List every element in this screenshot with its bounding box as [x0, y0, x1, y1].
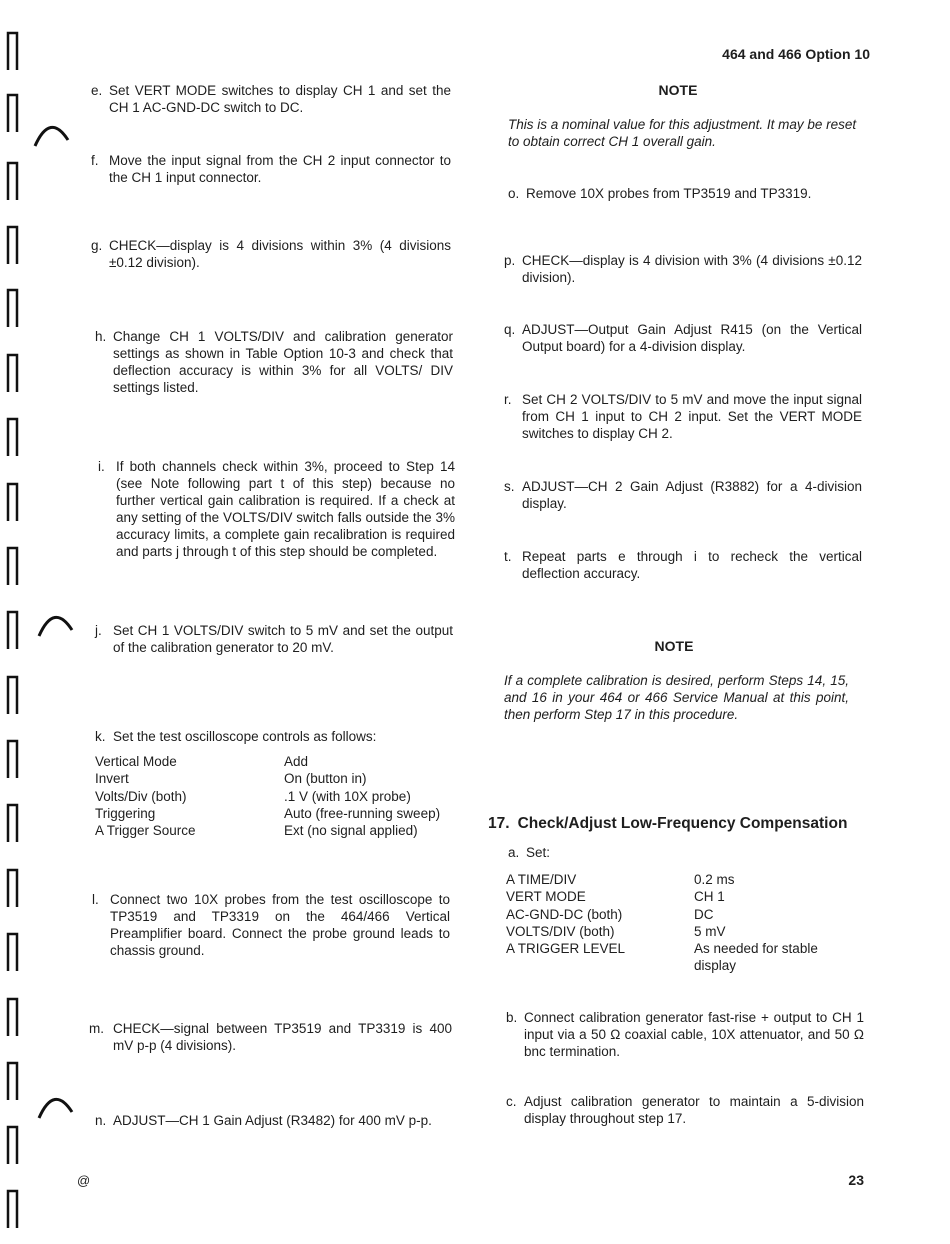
- step-text: Set:: [526, 845, 551, 860]
- control-cell: VOLTS/DIV (both): [506, 923, 615, 939]
- step-text: CHECK—display is 4 division with 3% (4 divisions ±0.12 division).: [522, 253, 862, 285]
- step-n: [95, 1112, 465, 1129]
- step-label: o.: [508, 186, 520, 201]
- setting-cell: Auto (free-running sweep): [284, 805, 441, 821]
- step-c: [506, 1093, 864, 1127]
- setting-cell: CH 1: [694, 889, 725, 905]
- step-text: Change CH 1 VOLTS/DIV and calibration generator settings as shown in Table Option 10-3 and check that deflection accuracy is within 3% for all VOLTS/ DIV settings listed.: [113, 329, 453, 395]
- control-cell: A TRIGGER LEVEL: [506, 941, 626, 957]
- table-row: [506, 871, 844, 888]
- control-cell: A Trigger Source: [95, 823, 196, 839]
- step-text: CHECK—signal between TP3519 and TP3319 is 400 mV p-p (4 divisions).: [113, 1021, 452, 1053]
- step-text: Adjust calibration generator to maintain a 5-division display throughout step 17.: [524, 1094, 864, 1126]
- step-m: [89, 1020, 452, 1054]
- step-k: [95, 728, 453, 745]
- setting-cell: Ext (no signal applied): [284, 823, 418, 839]
- step-label: l.: [92, 892, 99, 907]
- step-text: ADJUST—Output Gain Adjust R415 (on the Vertical Output board) for a 4-division display.: [522, 322, 862, 354]
- step-label: j.: [95, 623, 102, 638]
- control-cell: Volts/Div (both): [95, 788, 187, 804]
- setting-cell: Add: [284, 754, 309, 769]
- binder-hole-mark: [6, 738, 28, 778]
- step-i: [98, 458, 455, 560]
- binder-hole-mark: [6, 1188, 28, 1228]
- table-row: [95, 788, 440, 805]
- binder-hole-mark: [6, 802, 28, 842]
- setting-cell: On (button in): [284, 771, 367, 787]
- setting-cell: .1 V (with 10X probe): [284, 788, 411, 804]
- binder-hole-mark: [6, 931, 28, 971]
- table-row: [95, 753, 440, 770]
- control-cell: Vertical Mode: [95, 754, 177, 769]
- step-label: n.: [95, 1113, 107, 1128]
- step-e: [91, 82, 451, 116]
- step-text: If both channels check within 3%, proceed to Step 14 (see Note following part t of this step) because no further vertical gain calibration is required. If a check at any setting of the VOLTS/DIV switch falls outside the 3% accuracy limits, a complete gain recalibration is required and parts j through t of this step should be completed.: [116, 459, 455, 559]
- step-label: k.: [95, 729, 106, 744]
- footer-symbol: @: [77, 1173, 91, 1188]
- binder-ring-mark: [36, 1090, 76, 1124]
- table-row: [95, 770, 440, 787]
- binder-hole-mark: [6, 224, 28, 264]
- binder-hole-mark: [6, 609, 28, 649]
- step-label: c.: [506, 1094, 517, 1109]
- step-label: g.: [91, 238, 103, 253]
- binder-hole-mark: [6, 867, 28, 907]
- binder-hole-mark: [6, 1124, 28, 1164]
- table-row: [506, 923, 844, 940]
- section-heading: [488, 815, 888, 832]
- step-h: [95, 328, 453, 396]
- step-r: [504, 391, 862, 442]
- section-title-text: Check/Adjust Low-Frequency Compensation: [517, 815, 848, 832]
- control-cell: A TIME/DIV: [506, 872, 577, 887]
- step-a: [508, 844, 808, 861]
- binder-hole-mark: [6, 545, 28, 585]
- step-label: s.: [504, 479, 515, 494]
- table-row: [506, 888, 844, 905]
- binder-ring-mark: [36, 608, 76, 642]
- binder-ring-mark: [32, 118, 72, 152]
- step-label: i.: [98, 459, 105, 474]
- note-body: This is a nominal value for this adjustment. It may be reset to obtain correct CH 1 overall gain.: [508, 117, 857, 149]
- setting-cell: As needed for stable display: [694, 941, 818, 974]
- step-text: Set the test oscilloscope controls as follows:: [113, 729, 377, 744]
- step-label: p.: [504, 253, 516, 268]
- binder-hole-mark: [6, 416, 28, 456]
- step-q: [504, 321, 862, 355]
- step-o: [508, 185, 866, 202]
- step-l: [92, 891, 450, 959]
- step-text: Set CH 1 VOLTS/DIV switch to 5 mV and set the output of the calibration generator to 20 mV.: [113, 623, 453, 655]
- step-t: [504, 548, 862, 582]
- page-header-title: 464 and 466 Option 10: [722, 46, 870, 62]
- step-text: CHECK—display is 4 divisions within 3% (4 divisions ±0.12 division).: [109, 238, 451, 270]
- binder-hole-mark: [6, 160, 28, 200]
- scope-settings-table: [95, 753, 440, 839]
- control-cell: Invert: [95, 771, 129, 787]
- step-label: f.: [91, 153, 99, 168]
- binder-hole-mark: [6, 1060, 28, 1100]
- setting-cell: 5 mV: [694, 923, 726, 939]
- step-p: [504, 252, 862, 286]
- section-number: 17.: [488, 815, 510, 832]
- step-j: [95, 622, 453, 656]
- page-number: 23: [848, 1172, 864, 1188]
- binder-hole-mark: [6, 352, 28, 392]
- binder-hole-mark: [6, 674, 28, 714]
- step-text: ADJUST—CH 2 Gain Adjust (R3882) for a 4-division display.: [522, 479, 862, 511]
- table-row: [95, 805, 440, 822]
- setting-cell: 0.2 ms: [694, 872, 735, 887]
- step-text: Connect calibration generator fast-rise + output to CH 1 input via a 50 Ω coaxial cable, 10X attenuator, and 50 Ω bnc termination.: [524, 1010, 864, 1059]
- binder-hole-mark: [6, 92, 28, 132]
- step-label: a.: [508, 845, 520, 860]
- step-text: ADJUST—CH 1 Gain Adjust (R3482) for 400 mV p-p.: [113, 1113, 432, 1128]
- step-text: Set CH 2 VOLTS/DIV to 5 mV and move the input signal from CH 1 input to CH 2 input. Set the VERT MODE switches to display CH 2.: [522, 392, 862, 441]
- step-b: [506, 1009, 864, 1060]
- step-s: [504, 478, 862, 512]
- control-cell: VERT MODE: [506, 889, 586, 905]
- binder-hole-mark: [6, 481, 28, 521]
- step-label: t.: [504, 549, 512, 564]
- binder-hole-mark: [6, 30, 28, 70]
- step-text: Remove 10X probes from TP3519 and TP3319.: [526, 186, 812, 201]
- step-text: Repeat parts e through i to recheck the vertical deflection accuracy.: [522, 549, 862, 581]
- step-label: h.: [95, 329, 107, 344]
- step-g: [91, 237, 451, 271]
- section-settings-table: [506, 871, 844, 975]
- step-text: Set VERT MODE switches to display CH 1 and set the CH 1 AC-GND-DC switch to DC.: [109, 83, 451, 115]
- binder-hole-mark: [6, 287, 28, 327]
- note-body: If a complete calibration is desired, perform Steps 14, 15, and 16 in your 464 or 466 Service Manual at this point, then perform Step 17 in this procedure.: [504, 673, 849, 722]
- table-row: [506, 940, 844, 975]
- setting-cell: DC: [694, 906, 714, 922]
- step-label: r.: [504, 392, 512, 407]
- step-label: q.: [504, 322, 516, 337]
- note-title: NOTE: [654, 638, 694, 654]
- step-label: m.: [89, 1021, 104, 1036]
- binder-hole-mark: [6, 996, 28, 1036]
- table-row: [506, 906, 844, 923]
- table-row: [95, 822, 440, 839]
- control-cell: AC-GND-DC (both): [506, 906, 623, 922]
- note-title: NOTE: [658, 82, 698, 98]
- step-label: b.: [506, 1010, 518, 1025]
- control-cell: Triggering: [95, 805, 156, 821]
- step-f: [91, 152, 451, 186]
- step-text: Connect two 10X probes from the test oscilloscope to TP3519 and TP3319 on the 464/466 Vertical Preamplifier board. Connect the probe ground leads to chassis ground.: [110, 892, 450, 958]
- step-label: e.: [91, 83, 103, 98]
- step-text: Move the input signal from the CH 2 input connector to the CH 1 input connector.: [109, 153, 451, 185]
